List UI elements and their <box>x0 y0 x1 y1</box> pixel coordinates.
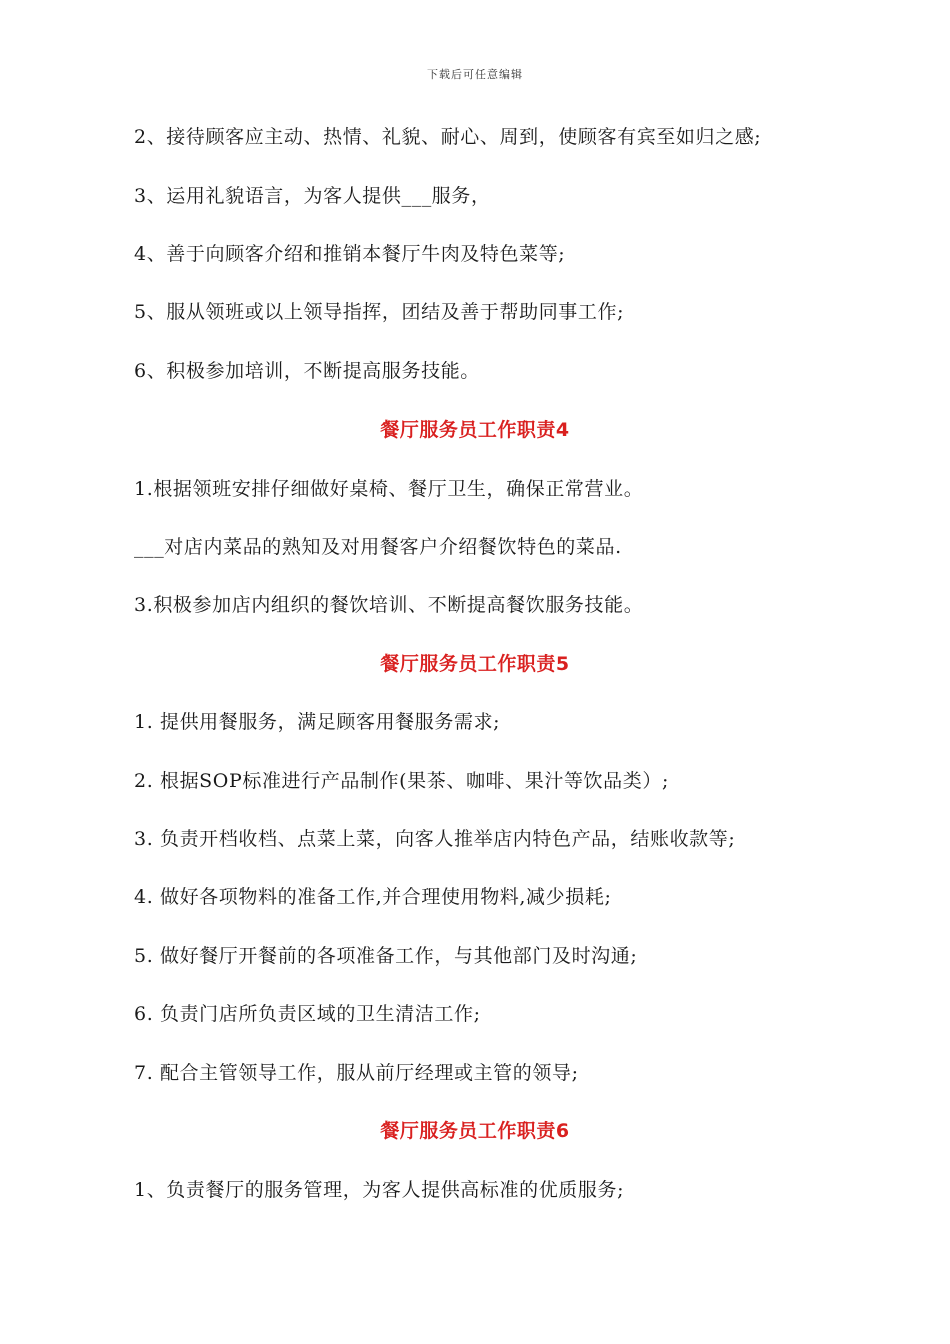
duty-item: 3.积极参加店内组织的餐饮培训、不断提高餐饮服务技能。 <box>134 594 644 616</box>
section-heading: 餐厅服务员工作职责5 <box>380 653 570 675</box>
duty-item: 3. 负责开档收档、点菜上菜，向客人推举店内特色产品，结账收款等; <box>134 828 736 850</box>
duty-item: 5. 做好餐厅开餐前的各项准备工作，与其他部门及时沟通; <box>134 945 638 967</box>
duty-item: 3、运用礼貌语言，为客人提供___服务， <box>134 185 491 207</box>
header-note: 下载后可任意编辑 <box>427 68 523 81</box>
section-heading: 餐厅服务员工作职责4 <box>380 419 570 441</box>
duty-item: ___对店内菜品的熟知及对用餐客户介绍餐饮特色的菜品. <box>134 536 622 558</box>
duty-item: 1、负责餐厅的服务管理，为客人提供高标准的优质服务; <box>134 1179 625 1201</box>
section-heading: 餐厅服务员工作职责6 <box>380 1120 570 1142</box>
duty-item: 1. 提供用餐服务，满足顾客用餐服务需求; <box>134 711 501 733</box>
duty-item: 4、善于向顾客介绍和推销本餐厅牛肉及特色菜等; <box>134 243 566 265</box>
duty-item: 5、服从领班或以上领导指挥，团结及善于帮助同事工作; <box>134 301 625 323</box>
duty-item: 2. 根据SOP标准进行产品制作(果茶、咖啡、果汁等饮品类）; <box>134 770 669 792</box>
duty-item: 1.根据领班安排仔细做好桌椅、餐厅卫生，确保正常营业。 <box>134 478 644 500</box>
duty-item: 6、积极参加培训，不断提高服务技能。 <box>134 360 480 382</box>
duty-item: 7. 配合主管领导工作，服从前厅经理或主管的领导; <box>134 1062 579 1084</box>
duty-item: 4. 做好各项物料的准备工作,并合理使用物料,减少损耗; <box>134 886 612 908</box>
duty-item: 2、接待顾客应主动、热情、礼貌、耐心、周到，使顾客有宾至如归之感; <box>134 126 762 148</box>
duty-item: 6. 负责门店所负责区域的卫生清洁工作; <box>134 1003 481 1025</box>
